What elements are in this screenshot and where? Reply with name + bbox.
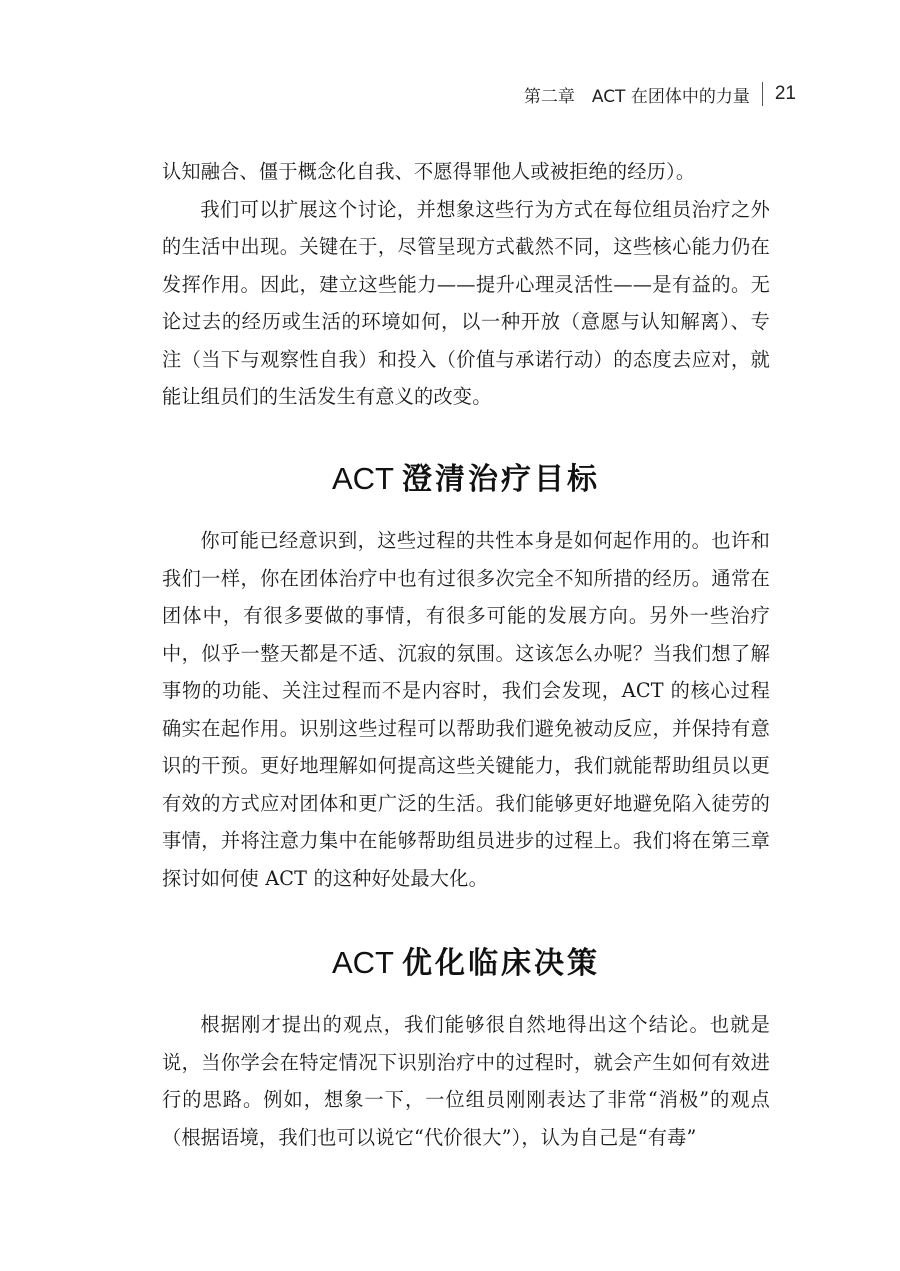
text-block-2 <box>162 522 770 897</box>
heading-text: 澄清治疗目标 <box>402 462 601 497</box>
section-heading-clarify-goals <box>162 454 770 498</box>
page-number: 21 <box>774 83 796 104</box>
text-block-1 <box>162 153 770 416</box>
paragraph: 我们可以扩展这个讨论，并想象这些行为方式在每位组员治疗之外的生活中出现。关键在于，尽管呈现方式截然不同，这些核心能力仍在发挥作用。因此，建立这些能力——提升心理灵活性——是有益的。无论过去的经历或生活的环境如何，以一种开放（意愿与认知解离）、专注（当下与观察性自我）和投入（价值与承诺行动）的态度去应对，就能让组员们的生活发生有意义的改变。 <box>162 197 770 408</box>
heading-latin: ACT <box>331 945 403 980</box>
paragraph: 你可能已经意识到，这些过程的共性本身是如何起作用的。也许和我们一样，你在团体治疗中也有过很多次完全不知所措的经历。通常在团体中，有很多要做的事情，有很多可能的发展方向。另外一些治疗中，似乎一整天都是不适、沉寂的氛围。这该怎么办呢？当我们想了解事物的功能、关注过程而不是内容时，我们会发现，ACT 的核心过程确实在起作用。识别这些过程可以帮助我们避免被动反应，并保持有意识的干预。更好地理解如何提高这些关键能力，我们就能帮助组员以更有效的方式应对团体和更广泛的生活。我们能够更好地避免陷入徒劳的事情，并将注意力集中在能够帮助组员进步的过程上。我们将在第三章探讨如何使 ACT 的这种好处最大化。 <box>162 529 770 890</box>
text-block-3 <box>162 1006 770 1156</box>
paragraph: 根据刚才提出的观点，我们能够很自然地得出这个结论。也就是说，当你学会在特定情况下识别治疗中的过程时，就会产生如何有效进行的思路。例如，想象一下，一位组员刚刚表达了非常“消极”的观点（根据语境，我们也可以说它“代价很大”），认为自己是“有毒” <box>162 1013 770 1149</box>
chapter-title: 第二章 ACT 在团体中的力量 <box>523 86 750 107</box>
running-header <box>524 80 796 108</box>
header-divider <box>762 82 763 106</box>
heading-latin: ACT <box>331 461 403 496</box>
heading-text: 优化临床决策 <box>402 946 601 981</box>
section-heading-clinical-decisions <box>162 938 770 982</box>
paragraph-continued: 认知融合、僵于概念化自我、不愿得罪他人或被拒绝的经历）。 <box>162 160 696 183</box>
